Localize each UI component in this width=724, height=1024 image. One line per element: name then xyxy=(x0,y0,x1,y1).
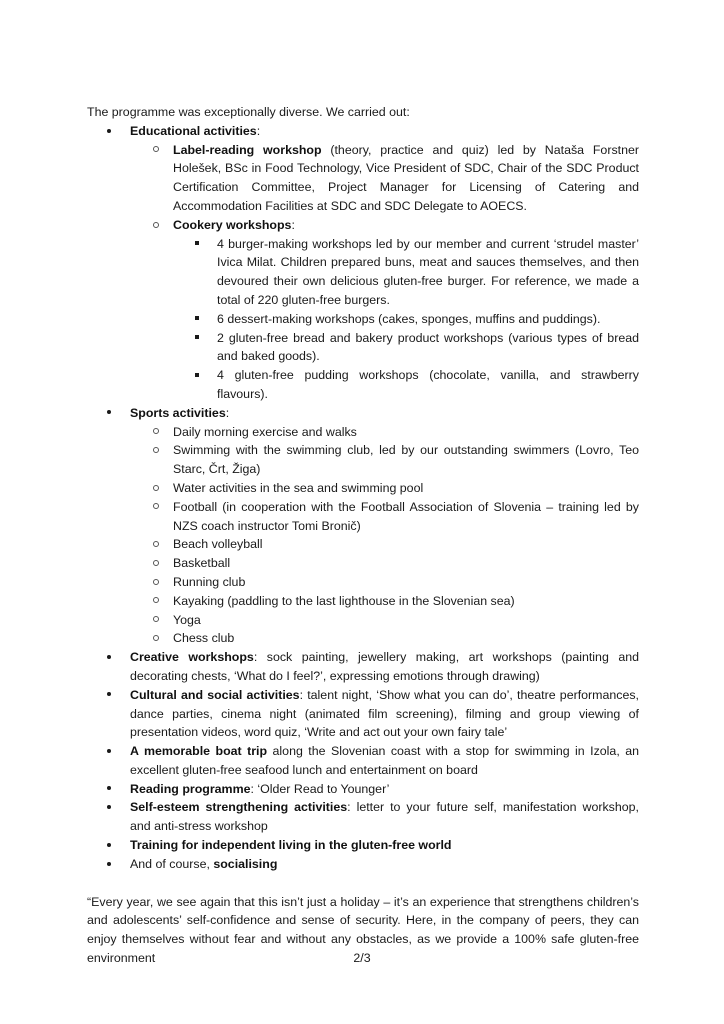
bullet-circle-icon xyxy=(153,629,163,648)
bullet-circle-icon xyxy=(153,441,163,460)
cookery-sublist xyxy=(173,235,639,404)
list-item: 6 dessert-making workshops (cakes, sponges, muffins and puddings). xyxy=(173,310,639,329)
bullet-circle-icon xyxy=(153,592,163,611)
section-title: Sports activities xyxy=(130,405,226,420)
list-item-training: Training for independent living in the gluten-free world xyxy=(87,836,639,855)
bullet-dot-icon xyxy=(107,836,117,855)
list-item-self-esteem: Self-esteem strengthening activities: letter to your future self, manifestation workshop, and anti-stress workshop xyxy=(87,798,639,836)
list-item: 4 burger-making workshops led by our member and current ‘strudel master’ Ivica Milat. Children prepared buns, meat and sauces themselves, and then devoured their own delicious gluten-free burger. For reference, we made a total of 220 gluten-free burgers. xyxy=(173,235,639,310)
list-item-sports: Sports activities: Daily morning exercise and walks Swimming with the swimming club, led by our outstanding swimmers (Lovro, Teo Starc, Črt, Žiga) Water activities in the sea and swimming pool Football (in cooperation with the Football Association of Slovenia – training led by NZS coach instructor Tomi Bronič) Beach volleyball Basketball Running club Kayaking (paddling to the last lighthouse in the Slovenian sea) Yoga Chess club xyxy=(87,404,639,648)
bullet-circle-icon xyxy=(153,216,163,235)
educational-sublist xyxy=(130,141,639,404)
list-item: 2 gluten-free bread and bakery product workshops (various types of bread and baked goods). xyxy=(173,329,639,367)
bullet-square-icon xyxy=(195,329,205,348)
list-item: Running club xyxy=(130,573,639,592)
section-title: Educational activities xyxy=(130,123,257,138)
bullet-circle-icon xyxy=(153,554,163,573)
bullet-circle-icon xyxy=(153,479,163,498)
bullet-square-icon xyxy=(195,366,205,385)
list-item: Yoga xyxy=(130,611,639,630)
list-item-boat-trip: A memorable boat trip along the Slovenian coast with a stop for swimming in Izola, an excellent gluten-free seafood lunch and entertainment on board xyxy=(87,742,639,780)
bullet-dot-icon xyxy=(107,855,117,874)
list-item: Swimming with the swimming club, led by our outstanding swimmers (Lovro, Teo Starc, Črt, Žiga) xyxy=(130,441,639,479)
list-item-label-reading: Label-reading workshop (theory, practice and quiz) led by Nataša Forstner Holešek, BSc in Food Technology, Vice President of SDC, Chair of the SDC Product Certification Committee, Project Manager for Licensing of Catering and Accommodation Facilities at SDC and SDC Delegate to AOECS. xyxy=(130,141,639,216)
sports-sublist xyxy=(130,423,639,649)
bullet-dot-icon xyxy=(107,742,117,761)
bullet-circle-icon xyxy=(153,573,163,592)
list-item: Water activities in the sea and swimming pool xyxy=(130,479,639,498)
list-item-reading: Reading programme: ‘Older Read to Younger’ xyxy=(87,780,639,799)
list-item: Kayaking (paddling to the last lighthouse in the Slovenian sea) xyxy=(130,592,639,611)
bullet-circle-icon xyxy=(153,611,163,630)
list-item: 4 gluten-free pudding workshops (chocolate, vanilla, and strawberry flavours). xyxy=(173,366,639,404)
list-item-educational: Educational activities: Label-reading workshop (theory, practice and quiz) led by Nataša Forstner Holešek, BSc in Food Technology, Vice President of SDC, Chair of the SDC Product Certification Committee, Project Manager for Licensing of Catering and Accommodation Facilities at SDC and SDC Delegate to AOECS. Cookery workshops: 4 burger-making workshops led by our member and current ‘strudel master’ Ivica Milat. Children prepared buns, meat and sauces themselves, and then devoured their own delicious gluten-free burger. For reference, we made a total of 220 gluten-free burgers. 6 dessert-making workshops (cakes, sponges, muffins and puddings). 2 gluten-free bread and bakery product workshops (various types of bread and baked goods). 4 gluten-free pudding workshops (chocolate, vanilla, and strawberry flavours). xyxy=(87,122,639,404)
activities-list xyxy=(87,122,639,874)
bullet-square-icon xyxy=(195,235,205,254)
list-item-socialising: And of course, socialising xyxy=(87,855,639,874)
bullet-circle-icon xyxy=(153,535,163,554)
list-item: Basketball xyxy=(130,554,639,573)
quote-paragraph: “Every year, we see again that this isn’t just a holiday – it’s an experience that strengthens children’s and adolescents’ self-confidence and sense of security. Here, in the company of peers, they can enjoy themselves without fear and without any obstacles, as we provide a 100% safe gluten-free environment xyxy=(87,894,639,966)
list-item: Football (in cooperation with the Football Association of Slovenia – training led by NZS coach instructor Tomi Bronič) xyxy=(130,498,639,536)
list-item-creative: Creative workshops: sock painting, jewellery making, art workshops (painting and decorating chests, ‘What do I feel?’, expressing emotions through drawing) xyxy=(87,648,639,686)
bullet-dot-icon xyxy=(107,686,117,705)
document-page xyxy=(87,103,639,968)
list-item: Daily morning exercise and walks xyxy=(130,423,639,442)
bullet-dot-icon xyxy=(107,798,117,817)
bullet-dot-icon xyxy=(107,780,117,799)
intro-paragraph: The programme was exceptionally diverse. We carried out: xyxy=(87,105,410,119)
bullet-circle-icon xyxy=(153,423,163,442)
bullet-dot-icon xyxy=(107,648,117,667)
bullet-square-icon xyxy=(195,310,205,329)
list-item-cultural: Cultural and social activities: talent night, ‘Show what you can do’, theatre performances, dance parties, cinema night (animated film screening), filming and group viewing of presentation videos, word quiz, ‘Write and act out your own fairy tale’ xyxy=(87,686,639,742)
bullet-circle-icon xyxy=(153,498,163,517)
bullet-dot-icon xyxy=(107,404,117,423)
bullet-dot-icon xyxy=(107,122,117,141)
page-number: 2/3 xyxy=(353,951,371,965)
list-item: Chess club xyxy=(130,629,639,648)
list-item-cookery: Cookery workshops: 4 burger-making workshops led by our member and current ‘strudel master’ Ivica Milat. Children prepared buns, meat and sauces themselves, and then devoured their own delicious gluten-free burger. For reference, we made a total of 220 gluten-free burgers. 6 dessert-making workshops (cakes, sponges, muffins and puddings). 2 gluten-free bread and bakery product workshops (various types of bread and baked goods). 4 gluten-free pudding workshops (chocolate, vanilla, and strawberry flavours). xyxy=(130,216,639,404)
bullet-circle-icon xyxy=(153,141,163,160)
list-item: Beach volleyball xyxy=(130,535,639,554)
